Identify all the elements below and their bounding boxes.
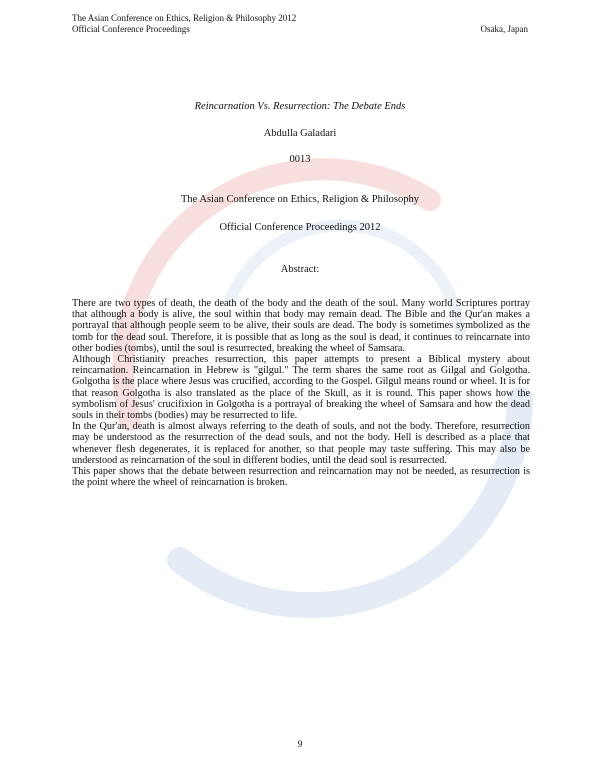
paper-code: 0013 bbox=[289, 154, 311, 165]
header-proceedings: Official Conference Proceedings bbox=[72, 24, 190, 34]
abstract-paragraph: In the Qur'an, death is almost always referring to the death of souls, and not the body. Therefore, resurrection may be understood as the resurrection of the dead souls, and not the body. Hell is described as a place that whenever flesh degenerates, it is replaced for another, so that people may taste suffering. This may also be understood as reincarnation of the soul in different bodies, until the dead soul is resurrected. bbox=[72, 421, 530, 466]
paper-author: Abdulla Galadari bbox=[263, 128, 337, 139]
paper-title: Reincarnation Vs. Resurrection: The Debate Ends bbox=[194, 101, 406, 112]
header-conference: The Asian Conference on Ethics, Religion & Philosophy 2012 bbox=[72, 13, 297, 23]
proceedings-line: Official Conference Proceedings 2012 bbox=[219, 222, 381, 233]
conference-name: The Asian Conference on Ethics, Religion & Philosophy bbox=[181, 194, 419, 205]
abstract-body bbox=[72, 298, 530, 488]
header-location: Osaka, Japan bbox=[480, 24, 528, 34]
abstract-paragraph: There are two types of death, the death of the body and the death of the soul. Many world Scriptures portray that although a body is alive, the soul within that body may remain dead. The Bible and the Qur'an makes a portrayal that although people seem to be alive, their souls are dead. The body is sometimes symbolized as the tomb for the dead soul. Therefore, it is possible that as long as the soul is dead, it continues to reincarnate into other bodies (tombs), until the soul is resurrected, breaking the wheel of Samsara. bbox=[72, 298, 530, 354]
running-header bbox=[72, 13, 528, 35]
abstract-heading: Abstract: bbox=[280, 264, 320, 275]
abstract-paragraph: This paper shows that the debate between resurrection and reincarnation may not be needed, as resurrection is the point where the wheel of reincarnation is broken. bbox=[72, 466, 530, 489]
abstract-paragraph: Although Christianity preaches resurrection, this paper attempts to present a Biblical mystery about reincarnation. Reincarnation in Hebrew is "gilgul." The term shares the same root as Gilgal and Golgotha. Golgotha is the place where Jesus was crucified, according to the Gospel. Gilgul means round or wheel. It is for that reason Golgotha is also translated as the place of the Skull, as it is round. This paper shows how the symbolism of Jesus' crucifixion in Golgotha is a portrayal of breaking the wheel of Samsara and how the dead souls in their tombs (bodies) may be resurrected to life. bbox=[72, 354, 530, 422]
page-number: 9 bbox=[297, 740, 303, 750]
